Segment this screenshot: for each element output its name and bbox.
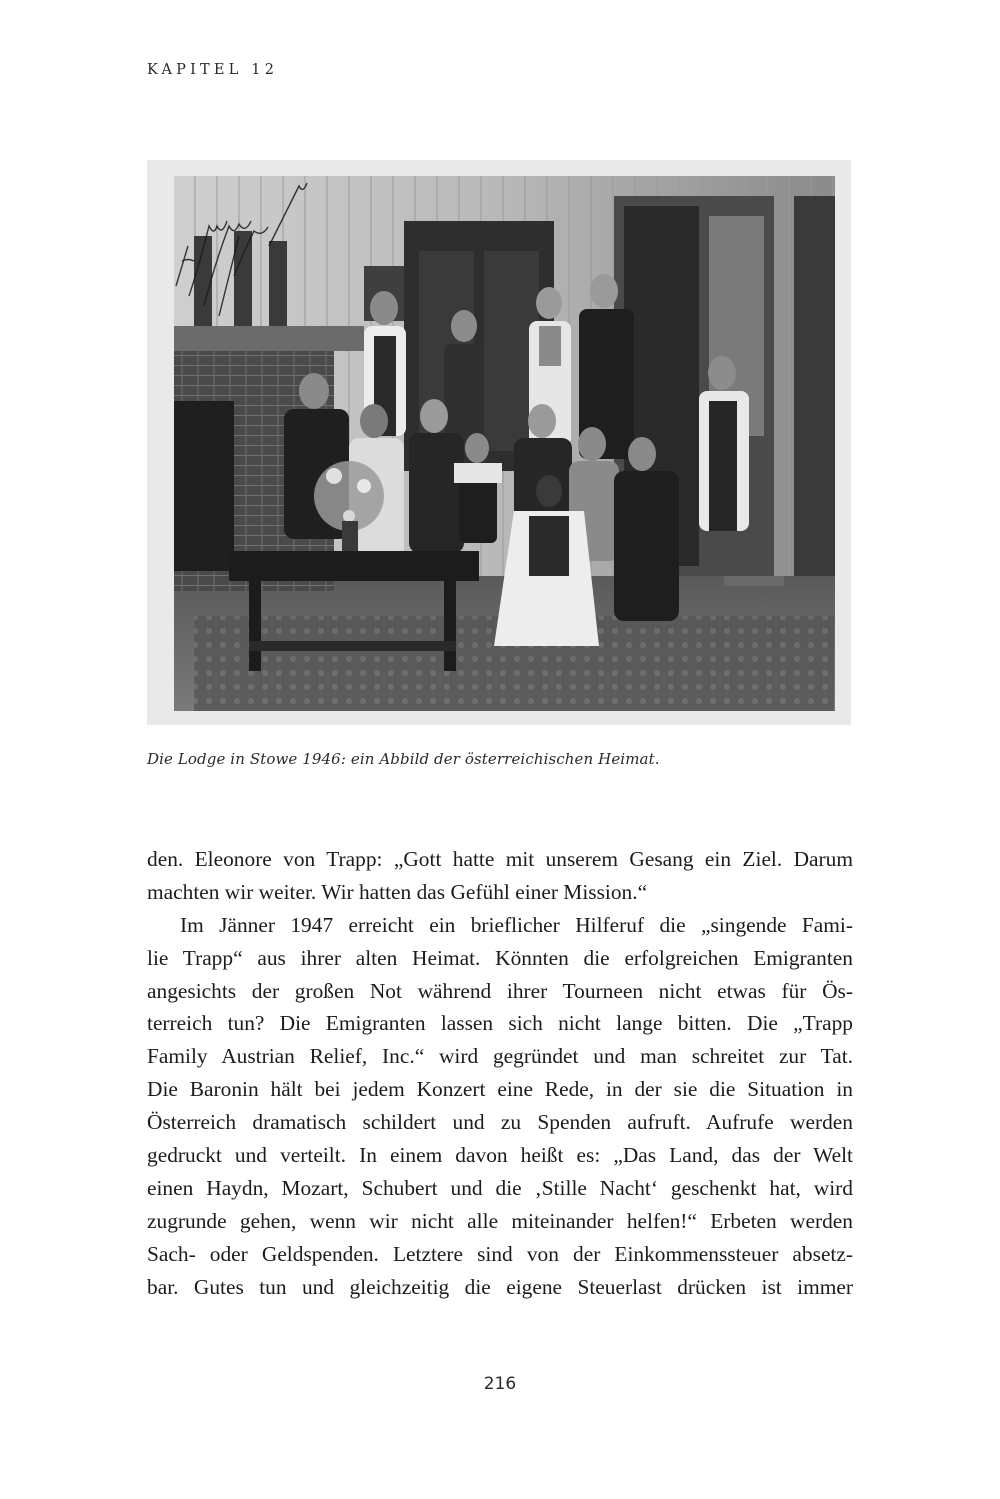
text-line: gedruckt und verteilt. In einem davon heißt es: „Das Land, das der Welt: [147, 1143, 853, 1168]
text-line: angesichts der großen Not während ihrer Tourneen nicht etwas für Ös-: [147, 978, 853, 1003]
statue: [269, 241, 287, 326]
text-line: zugrunde gehen, wenn wir nicht alle miteinander helfen!“ Erbeten werden: [147, 1208, 853, 1233]
stool: [724, 576, 784, 586]
text-line: lie Trapp“ aus ihrer alten Heimat. Könnten die erfolgreichen Emigranten: [147, 945, 853, 970]
text-line: bar. Gutes tun und gleichzeitig die eigene Steuerlast drücken ist immer: [147, 1274, 853, 1299]
body-text: [147, 843, 853, 1303]
text-line: Sach- oder Geldspenden. Letztere sind von der Einkommenssteuer absetz-: [147, 1241, 853, 1266]
text-line: terreich tun? Die Emigranten lassen sich nicht lange bitten. Die „Trapp: [147, 1011, 853, 1036]
figure-caption: Die Lodge in Stowe 1946: ein Abbild der österreichischen Heimat.: [147, 750, 660, 768]
text-line: Family Austrian Relief, Inc.“ wird gegründet und man schreitet zur Tat.: [147, 1044, 853, 1069]
text-line: Österreich dramatisch schildert und zu Spenden aufruft. Aufrufe werden: [147, 1110, 853, 1135]
figure-photo-mat: [147, 160, 851, 725]
figure-photo: [174, 176, 835, 711]
mantel: [174, 326, 364, 351]
running-head: KAPITEL 12: [147, 62, 279, 78]
photo-scene: [174, 176, 835, 711]
page-number: 216: [483, 1374, 517, 1394]
text-line: Im Jänner 1947 erreicht ein brieflicher Hilferuf die „singende Fami-: [180, 912, 853, 937]
text-line: einen Haydn, Mozart, Schubert und die ‚Stille Nacht‘ geschenkt hat, wird: [147, 1175, 853, 1200]
text-line: machten wir weiter. Wir hatten das Gefühl einer Mission.“: [147, 879, 648, 904]
bookshelf: [794, 196, 835, 576]
text-line: Die Baronin hält bei jedem Konzert eine Rede, in der sie die Situation in: [147, 1077, 853, 1102]
text-line: den. Eleonore von Trapp: „Gott hatte mit unserem Gesang ein Ziel. Darum: [147, 847, 853, 871]
